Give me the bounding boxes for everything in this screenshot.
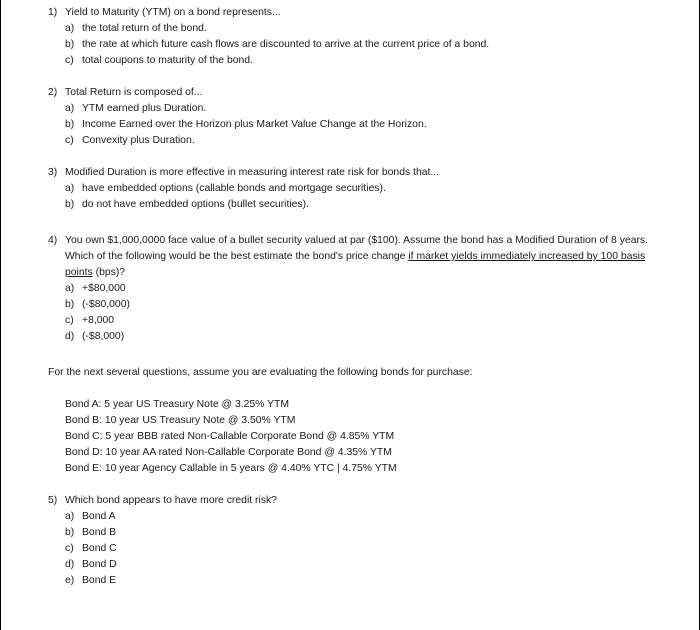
option-letter: a) [65,23,75,34]
question-number: 2) [48,87,58,98]
option-letter: d) [65,331,75,342]
option-text: (-$80,000) [82,299,130,310]
option-text: Bond E [82,575,117,586]
question-text: Which bond appears to have more credit risk? [65,495,277,506]
option [65,21,663,37]
question-4 [48,233,663,345]
bond-list [65,397,397,477]
option-letter: b) [65,527,75,538]
option-text: the rate at which future cash flows are discounted to arrive at the current price of a bond. [82,39,490,50]
question-text: Total Return is composed of... [65,87,203,98]
question-stem [48,85,663,101]
bonds-intro: For the next several questions, assume you are evaluating the following bonds for purchase: [48,367,473,378]
option-letter: a) [65,103,75,114]
option-letter: b) [65,199,75,210]
option-letter: a) [65,283,75,294]
option-text: (-$8,000) [82,331,125,342]
option [65,117,663,133]
option [65,313,663,329]
option [65,573,663,589]
question-stem [48,5,663,21]
question-text-part: (bps)? [92,267,126,278]
option-text: Convexity plus Duration. [82,135,195,146]
option-text: do not have embedded options (bullet securities). [82,199,310,210]
question-text: Modified Duration is more effective in measuring interest rate risk for bonds that... [65,167,440,178]
question-stem [48,233,663,281]
question-2 [48,85,663,149]
question-text: Yield to Maturity (YTM) on a bond represents... [65,7,281,18]
option-text: +8,000 [82,315,115,326]
option-letter: a) [65,183,75,194]
option-text: +$80,000 [82,283,126,294]
bond-c: Bond C: 5 year BBB rated Non-Callable Corporate Bond @ 4.85% YTM [65,431,395,442]
bond-d: Bond D: 10 year AA rated Non-Callable Corporate Bond @ 4.35% YTM [65,447,392,458]
option-text: Bond B [82,527,117,538]
option [65,557,663,573]
question-5 [48,493,663,589]
option [65,101,663,117]
option-letter: d) [65,559,75,570]
option [65,297,663,313]
question-3 [48,165,663,213]
question-number: 4) [48,235,58,246]
question-stem [48,165,663,181]
option [65,53,663,69]
bond-a: Bond A: 5 year US Treasury Note @ 3.25% YTM [65,399,290,410]
option-text: Bond A [82,511,116,522]
bond-b: Bond B: 10 year US Treasury Note @ 3.50% YTM [65,415,296,426]
option-letter: a) [65,511,75,522]
option [65,197,663,213]
option [65,281,663,297]
option [65,329,663,345]
option-text: Bond C [82,543,117,554]
question-text [65,233,663,281]
option-letter: b) [65,39,75,50]
option-letter: c) [65,135,74,146]
option-letter: e) [65,575,75,586]
option-text: total coupons to maturity of the bond. [82,55,253,66]
underlined-condition: if market yields immediately increased by 100 basis points [65,251,646,278]
question-number: 3) [48,167,58,178]
option [65,133,663,149]
option-text: YTM earned plus Duration. [82,103,207,114]
option [65,37,663,53]
question-number: 1) [48,7,58,18]
option [65,541,663,557]
question-stem [48,493,663,509]
question-number: 5) [48,495,58,506]
option-text: have embedded options (callable bonds and mortgage securities). [82,183,386,194]
option-text: Bond D [82,559,117,570]
option-letter: b) [65,299,75,310]
question-1 [48,5,663,69]
bond-e: Bond E: 10 year Agency Callable in 5 years @ 4.40% YTC | 4.75% YTM [65,463,397,474]
option [65,181,663,197]
option-letter: c) [65,543,74,554]
option [65,525,663,541]
option-text: the total return of the bond. [82,23,207,34]
option-text: Income Earned over the Horizon plus Market Value Change at the Horizon. [82,119,427,130]
option-letter: b) [65,119,75,130]
option-letter: c) [65,315,74,326]
option-letter: c) [65,55,74,66]
option [65,509,663,525]
question-text-part: You own $1,000,0000 face value of a bullet security valued at par ($100). Assume the bond has a Modified Duration of 8 years. Which of the following would be the best estimate the bond's price change [65,235,649,262]
